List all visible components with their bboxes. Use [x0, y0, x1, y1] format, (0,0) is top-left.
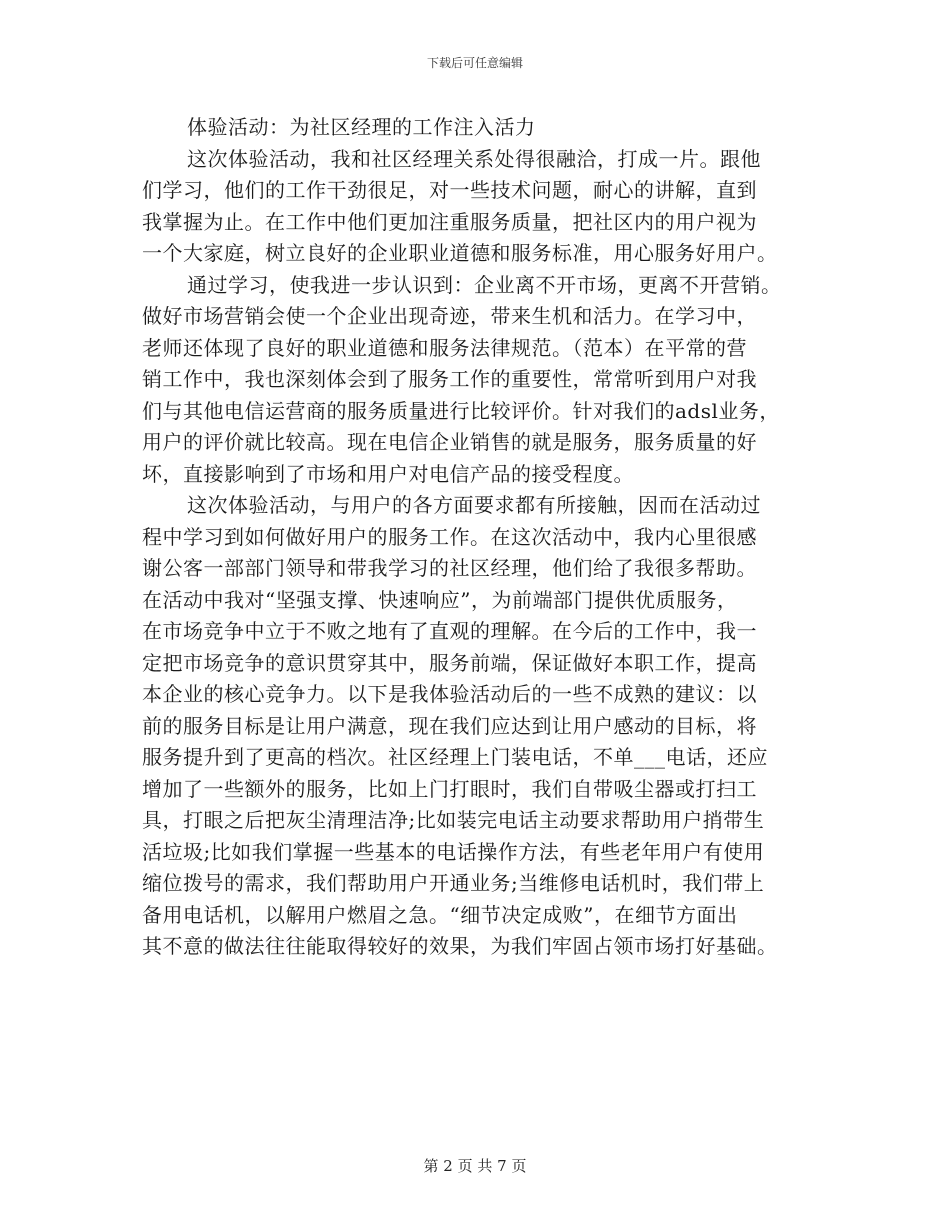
paragraph-line: 前的服务目标是让用户满意，现在我们应达到让用户感动的目标，将	[142, 713, 757, 738]
paragraph-line: 们学习，他们的工作干劲很足，对一些技术问题，耐心的讲解，直到	[142, 178, 757, 202]
paragraph-line: 在活动中我对“坚强支撑、快速响应”，为前端部门提供优质服务，	[142, 587, 738, 612]
paragraph-line: 销工作中，我也深刻体会到了服务工作的重要性，常常听到用户对我	[142, 367, 757, 391]
paragraph-line: 通过学习，使我进一步认识到：企业离不开市场，更离不开营销。	[187, 272, 782, 297]
document-body	[142, 112, 812, 963]
paragraph-line: 老师还体现了良好的职业道德和服务法律规范。（范本）在平常的营	[142, 335, 747, 360]
paragraph-line: 缩位拨号的需求，我们帮助用户开通业务;当维修电话机时，我们带上	[142, 871, 765, 895]
paragraph-line: 在市场竞争中立于不败之地有了直观的理解。在今后的工作中，我一	[142, 619, 757, 643]
page-number: 第 2 页 共 7 页	[423, 1157, 527, 1175]
paragraph-line: 本企业的核心竞争力。以下是我体验活动后的一些不成熟的建议：以	[142, 682, 757, 706]
paragraph-line: 定把市场竞争的意识贯穿其中，服务前端，保证做好本职工作，提高	[142, 650, 757, 675]
paragraph-line: 坏，直接影响到了市场和用户对电信产品的接受程度。	[142, 461, 634, 486]
paragraph-line: 一个大家庭，树立良好的企业职业道德和服务标准，用心服务好用户。	[142, 241, 778, 265]
paragraph-line: 做好市场营销会使一个企业出现奇迹，带来生机和活力。在学习中，	[142, 304, 757, 328]
paragraph-line: 用户的评价就比较高。现在电信企业销售的就是服务，服务质量的好	[142, 430, 757, 454]
page-header: 下载后可任意编辑	[426, 56, 523, 70]
paragraph-line: 服务提升到了更高的档次。社区经理上门装电话，不单___电话，还应	[142, 745, 768, 769]
paragraph-line: 这次体验活动，我和社区经理关系处得很融洽，打成一片。跟他	[187, 146, 761, 171]
paragraph-line: 活垃圾;比如我们掌握一些基本的电话操作方法，有些老年用户有使用	[142, 839, 765, 864]
paragraph-line: 们与其他电信运营商的服务质量进行比较评价。针对我们的adsl业务，	[142, 398, 780, 423]
paragraph-line: 我掌握为止。在工作中他们更加注重服务质量，把社区内的用户视为	[142, 209, 757, 234]
paragraph-line: 谢公客一部部门领导和带我学习的社区经理，他们给了我很多帮助。	[142, 556, 757, 580]
paragraph-line: 具，打眼之后把灰尘清理洁净;比如装完电话主动要求帮助用户捎带生	[142, 808, 765, 832]
paragraph-line: 备用电话机，以解用户燃眉之急。“细节决定成败”，在细节方面出	[142, 902, 738, 927]
paragraph-line: 其不意的做法往往能取得较好的效果，为我们牢固占领市场打好基础。	[142, 934, 778, 958]
document-title: 体验活动：为社区经理的工作注入活力	[187, 115, 536, 139]
paragraph-line: 程中学习到如何做好用户的服务工作。在这次活动中，我内心里很感	[142, 524, 757, 549]
paragraph-line: 增加了一些额外的服务，比如上门打眼时，我们自带吸尘器或打扫工	[142, 776, 757, 801]
paragraph-line: 这次体验活动，与用户的各方面要求都有所接触，因而在活动过	[187, 493, 761, 517]
